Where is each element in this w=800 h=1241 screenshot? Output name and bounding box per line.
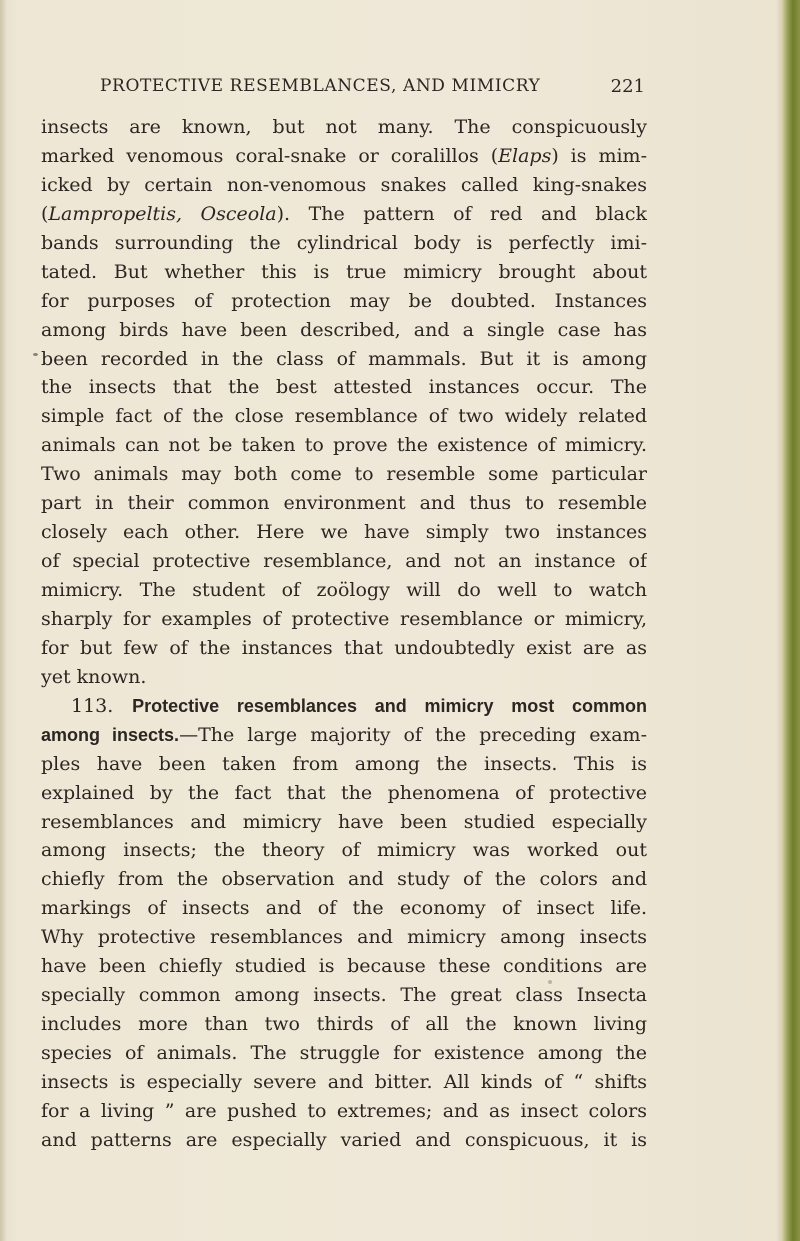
text-line: for purposes of protection may be doubted. Instances [41, 289, 647, 312]
text-line: sharply for examples of protective resemblance or mimicry, [41, 607, 647, 630]
text-line: marked venomous coral-snake or coralillos (Elaps) is mim- [41, 144, 647, 167]
text-line: animals can not be taken to prove the existence of mimicry. [41, 434, 647, 457]
text-line: have been chiefly studied is because these conditions are [41, 955, 647, 978]
text-line: among insects; the theory of mimicry was worked out [41, 839, 647, 862]
text-line: markings of insects and of the economy of insect life. [41, 897, 647, 920]
text-line: species of animals. The struggle for existence among the [41, 1042, 647, 1064]
page-header [100, 76, 645, 102]
text-line: and patterns are especially varied and conspicuous, it is [41, 1128, 647, 1151]
text-line: icked by certain non-venomous snakes called king-snakes [41, 173, 647, 196]
text-line: Why protective resemblances and mimicry among insects [41, 926, 647, 949]
text-line: part in their common environment and thus to resemble [41, 492, 647, 515]
text-line: yet known. [41, 665, 147, 688]
running-head: PROTECTIVE RESEMBLANCES, AND MIMICRY [100, 76, 541, 96]
section-heading-line [41, 692, 647, 721]
paper-speck [548, 980, 552, 984]
genus-names: Lampropeltis, Osceola [48, 202, 277, 225]
text-line: explained by the fact that the phenomena of protective [41, 781, 647, 804]
text-line: simple fact of the close resemblance of two widely related [41, 405, 647, 428]
text-line: insects are known, but not many. The conspicuously [41, 116, 647, 138]
text-line: among insects.—The large majority of the preceding exam- [41, 723, 647, 746]
text-line: chiefly from the observation and study of the colors and [41, 868, 647, 891]
body-text [41, 113, 647, 1155]
text-line: specially common among insects. The great class Insecta [41, 984, 647, 1007]
text-line: bands surrounding the cylindrical body is perfectly imi- [41, 231, 647, 254]
text-line: insects is especially severe and bitter. All kinds of “ shifts [41, 1070, 647, 1093]
text-line: for but few of the instances that undoubtedly exist are as [41, 636, 647, 659]
text-line: (Lampropeltis, Osceola). The pattern of red and black [41, 202, 647, 225]
page-left-edge [0, 0, 6, 1241]
text-line: the insects that the best attested instances occur. The [41, 376, 647, 399]
text-line: resemblances and mimicry have been studied especially [41, 810, 647, 833]
text-line: among birds have been described, and a single case has [41, 318, 647, 341]
section-number: 113. [71, 694, 133, 717]
paper-speck [33, 353, 38, 356]
book-cover-edge [782, 0, 800, 1241]
page-number: 221 [610, 76, 645, 97]
text-line: for a living ” are pushed to extremes; and as insect colors [41, 1099, 647, 1122]
text-line: ples have been taken from among the insects. This is [41, 752, 647, 775]
text-line: closely each other. Here we have simply two instances [41, 521, 647, 544]
text-line: been recorded in the class of mammals. But it is among [41, 347, 647, 370]
section-title: Protective resemblances and mimicry most common [132, 695, 647, 716]
text-line: tated. But whether this is true mimicry brought about [41, 260, 647, 283]
text-line: mimicry. The student of zoölogy will do well to watch [41, 579, 647, 601]
text-line: of special protective resemblance, and not an instance of [41, 550, 647, 573]
section-title-continued: among insects. [41, 724, 180, 745]
genus-name: Elaps [498, 144, 552, 167]
text-line: Two animals may both come to resemble some particular [41, 463, 647, 486]
text-line: includes more than two thirds of all the known living [41, 1013, 647, 1036]
